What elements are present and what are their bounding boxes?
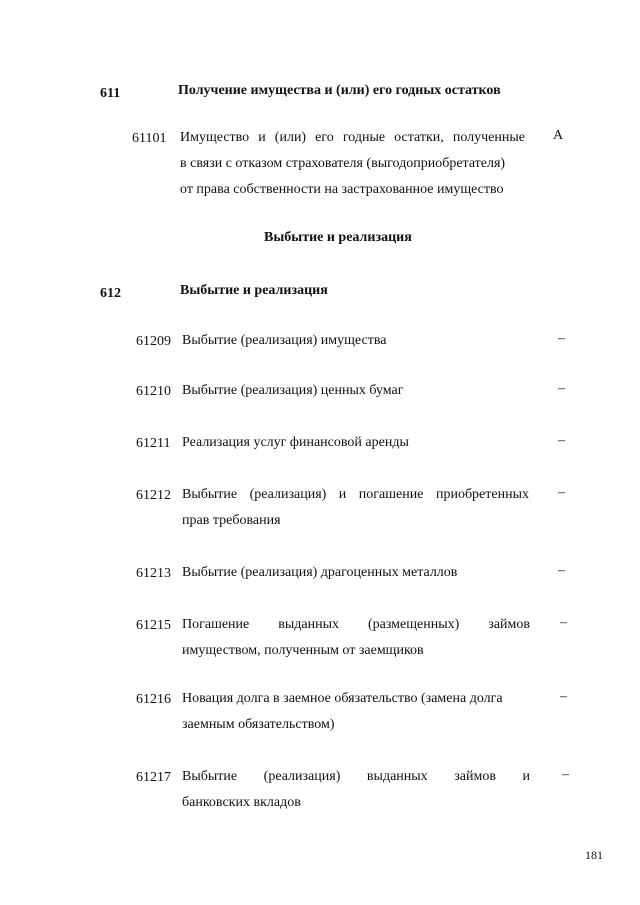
account-text-line: заемным обязательством) [182,717,335,732]
account-text-line: имуществом, полученным от заемщиков [182,643,424,658]
account-code: 61209 [136,334,171,349]
account-mark: – [560,615,567,630]
account-text-line: Погашение выданных (размещенных) займов [182,617,530,632]
account-mark: – [558,563,565,578]
account-mark: – [560,689,567,704]
account-text-line: Выбытие (реализация) драгоценных металлов [182,565,458,580]
group-heading: Выбытие и реализация [264,230,412,245]
account-code: 61101 [132,131,167,146]
account-code: 61211 [136,436,171,451]
account-mark: А [553,128,564,143]
account-mark: – [558,485,565,500]
account-text-line: Выбытие (реализация) имущества [182,333,387,348]
section-code: 612 [100,286,121,301]
account-mark: – [558,433,565,448]
account-code: 61217 [136,770,171,785]
account-text-line: в связи с отказом страхователя (выгодоприобретателя) [180,156,506,171]
account-text-line: Имущество и (или) его годные остатки, полученные [180,130,525,145]
account-text-line: от права собственности на застрахованное имущество [180,182,504,197]
account-code: 61215 [136,618,171,633]
account-code: 61216 [136,692,171,707]
section-title: Получение имущества и (или) его годных остатков [178,83,501,98]
account-text-line: банковских вкладов [182,795,301,810]
account-text-line: Новация долга в заемное обязательство (замена долга [182,691,503,706]
section-title: Выбытие и реализация [180,283,328,298]
account-text-line: Реализация услуг финансовой аренды [182,435,409,450]
account-text-line: Выбытие (реализация) и погашение приобретенных [182,487,529,502]
account-text-line: Выбытие (реализация) ценных бумаг [182,383,404,398]
account-code: 61212 [136,488,171,503]
page-number: 181 [585,848,603,862]
account-text-line: Выбытие (реализация) выданных займов и [182,769,530,784]
account-text-line: прав требования [182,513,281,528]
account-mark: – [558,331,565,346]
account-mark: – [562,767,569,782]
account-mark: – [558,381,565,396]
account-code: 61213 [136,566,171,581]
section-code: 611 [100,86,121,101]
account-code: 61210 [136,384,171,399]
